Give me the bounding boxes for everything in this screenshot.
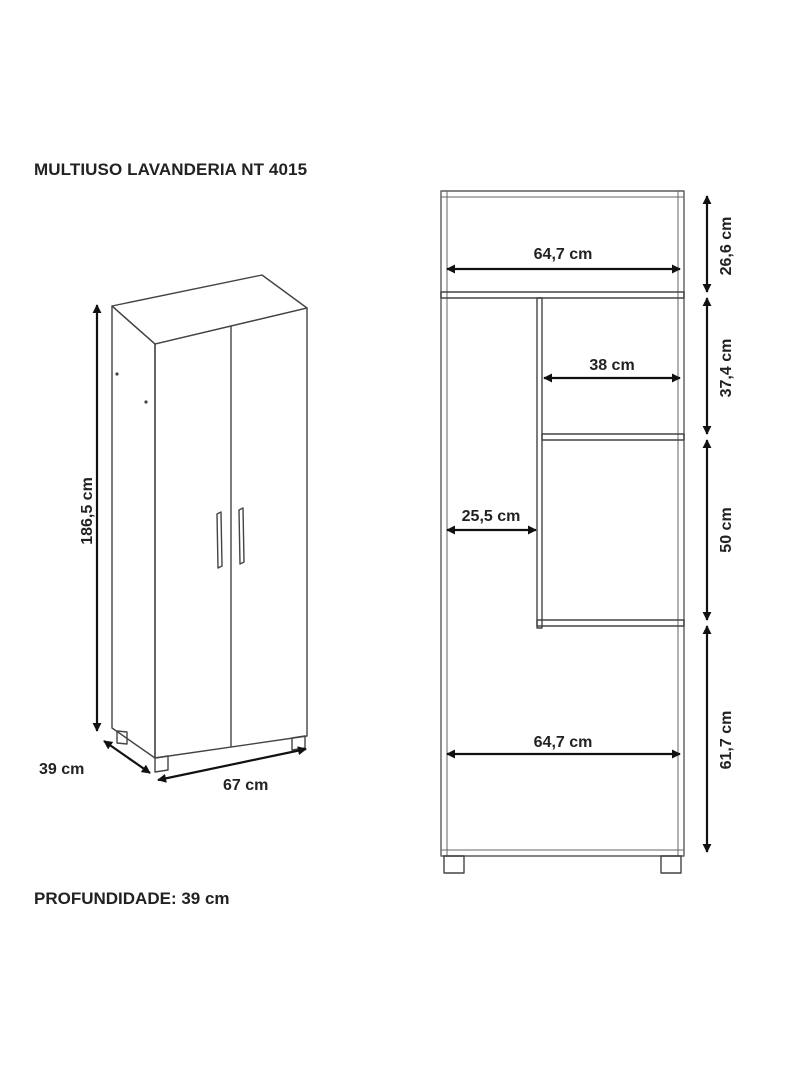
foot-left [444,856,464,873]
top-panel [441,191,684,197]
right-panel [678,191,684,856]
left-width-dimension [447,508,536,530]
cabinet-front-elevation [441,191,684,873]
bottom-height-label: 61,7 cm [718,710,735,770]
cabinet-perspective [112,275,307,772]
top-width-dimension [447,246,680,269]
foot-front-right [292,736,305,750]
shelf1-width-dimension [544,357,680,378]
shelf1-height-label: 37,4 cm [718,338,735,398]
middle-shelf-2 [537,620,684,626]
right-door-handle [239,508,244,564]
bottom-width-label: 64,7 cm [533,734,593,751]
cabinet-top-face [112,275,307,344]
base-rail [441,850,684,856]
width-dimension [158,749,306,794]
height-label: 186,5 cm [79,477,96,545]
bottom-width-dimension [447,734,680,754]
width-label: 67 cm [223,777,269,794]
left-panel [441,191,447,856]
shelf1-width-label: 38 cm [589,357,635,374]
top-width-label: 64,7 cm [533,246,593,263]
vertical-dimension-chain [707,196,735,852]
foot-front-left [155,756,168,772]
side-hole [115,372,118,375]
depth-dimension [39,741,150,778]
foot-right [661,856,681,873]
depth-label: 39 cm [39,761,85,778]
side-hole [144,400,147,403]
height-dimension [79,305,97,731]
vertical-divider [537,298,542,628]
depth-note: PROFUNDIDADE: 39 cm [34,889,230,908]
middle-shelf-1 [542,434,684,440]
left-width-label: 25,5 cm [461,508,521,525]
top-divider-shelf [441,292,684,298]
top-height-label: 26,6 cm [718,216,735,276]
shelf2-height-label: 50 cm [718,507,735,553]
diagram-title: MULTIUSO LAVANDERIA NT 4015 [34,160,308,179]
left-door-handle [217,512,222,568]
